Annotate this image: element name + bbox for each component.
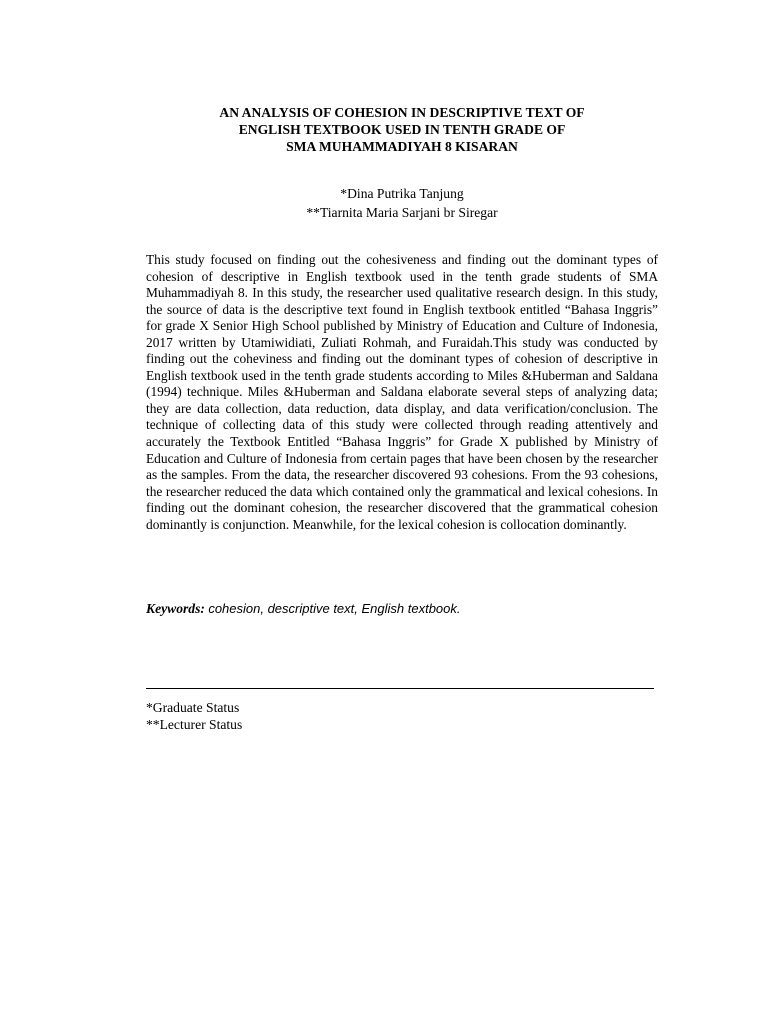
- author-list: [146, 184, 658, 222]
- title-line: ENGLISH TEXTBOOK USED IN TENTH GRADE OF: [238, 122, 566, 137]
- author-name: *Dina Putrika Tanjung: [340, 186, 464, 201]
- author-name: **Tiarnita Maria Sarjani br Siregar: [306, 205, 498, 220]
- footnote-item: **Lecturer Status: [146, 717, 243, 732]
- paper-title: [146, 104, 658, 155]
- title-line: SMA MUHAMMADIYAH 8 KISARAN: [286, 139, 518, 154]
- keywords-label: Keywords:: [146, 601, 205, 616]
- abstract-paragraph: This study focused on finding out the cohesiveness and finding out the dominant types of cohesion of descriptive in English textbook used in the tenth grade students of SMA Muhammadiyah 8. In this study, the researcher used qualitative research design. In this study, the source of data is the descriptive text found in English textbook entitled “Bahasa Inggris” for grade X Senior High School published by Ministry of Education and Culture of Indonesia, 2017 written by Utamiwidiati, Zuliati Rohmah, and Furaidah.This study was conducted by finding out the coheviness and finding out the dominant types of cohesion of descriptive in English textbook used in the tenth grade students according to Miles &Huberman and Saldana (1994) technique. Miles &Huberman and Saldana elaborate several steps of analyzing data; they are data collection, data reduction, data display, and data verification/conclusion. The technique of collecting data of this study were collected through reading attentively and accurately the Textbook Entitled “Bahasa Inggris” for Grade X published by Ministry of Education and Culture of Indonesia from certain pages that have been chosen by the researcher as the samples. From the data, the researcher discovered 93 cohesions. From the 93 cohesions, the researcher reduced the data which contained only the grammatical and lexical cohesions. In finding out the dominant cohesion, the researcher discovered that the grammatical cohesion dominantly is conjunction. Meanwhile, for the lexical cohesion is collocation dominantly.: [146, 252, 658, 532]
- footnote-divider: [146, 688, 654, 689]
- footnote-item: *Graduate Status: [146, 700, 240, 715]
- footnotes: [146, 699, 546, 733]
- keywords-text: cohesion, descriptive text, English textbook.: [208, 601, 461, 616]
- title-line: AN ANALYSIS OF COHESION IN DESCRIPTIVE TEXT OF: [219, 105, 585, 120]
- keywords-line: [146, 600, 658, 617]
